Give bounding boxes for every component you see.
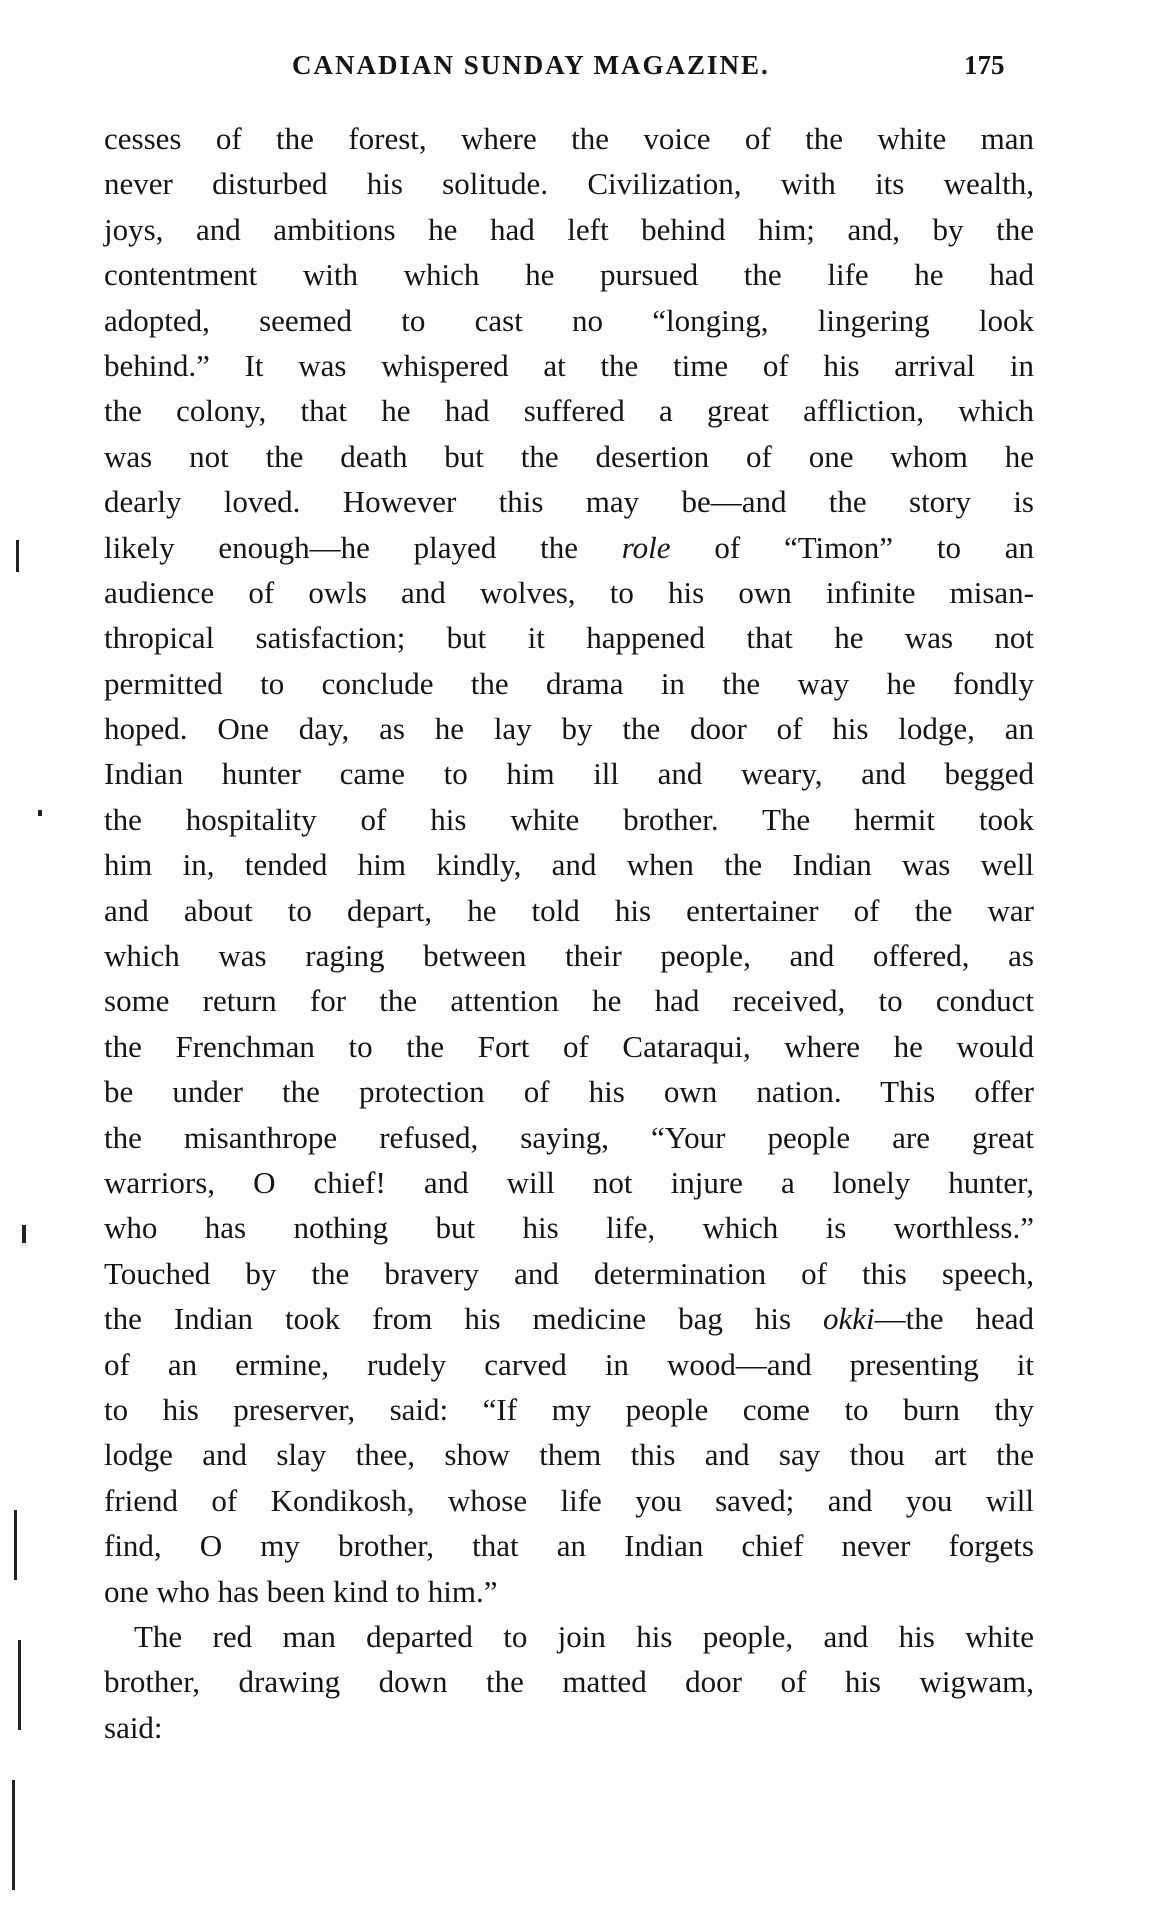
text-line: audience of owls and wolves, to his own infinite misan- [104,574,1034,610]
text-line: adopted, seemed to cast no “longing, lingering look [104,302,1034,338]
text-line: never disturbed his solitude. Civilization, with its wealth, [104,166,1034,202]
text-line: joys, and ambitions he had left behind him; and, by the [104,211,1034,247]
paragraph-2 [104,1614,1034,1750]
text-line: find, O my brother, that an Indian chief never forgets [104,1528,1034,1564]
text-line: cesses of the forest, where the voice of the white man [104,121,1034,156]
text-line: and about to depart, he told his entertainer of the war [104,892,1034,928]
margin-speck [12,1780,15,1890]
text-line: to his preserver, said: “If my people come to burn thy [104,1391,1034,1427]
text-line: Touched by the bravery and determination of this speech, [104,1255,1034,1291]
margin-speck [16,540,19,572]
text-line: permitted to conclude the drama in the way he fondly [104,665,1034,701]
text-line: hoped. One day, as he lay by the door of his lodge, an [104,711,1034,747]
text-line: was not the death but the desertion of one whom he [104,438,1034,474]
margin-speck [18,1640,21,1730]
text-line: Indian hunter came to him ill and weary, and begged [104,756,1034,792]
text-line: the Frenchman to the Fort of Cataraqui, where he would [104,1028,1034,1064]
text-line: the hospitality of his white brother. The hermit took [104,801,1034,837]
text-line: The red man departed to join his people, and his white [134,1618,1034,1654]
running-head: CANADIAN SUNDAY MAGAZINE. [292,50,770,80]
text-line: friend of Kondikosh, whose life you saved; and you will [104,1482,1034,1518]
italic-word: role [621,529,671,565]
text-line: lodge and slay thee, show them this and say thou art the [104,1437,1034,1473]
text-line: behind.” It was whispered at the time of his arrival in [104,347,1034,383]
text-line: which was raging between their people, and offered, as [104,938,1034,974]
text-line: of an ermine, rudely carved in wood—and presenting it [104,1346,1034,1382]
text-line: warriors, O chief! and will not injure a lonely hunter, [104,1164,1034,1200]
text-line: him in, tended him kindly, and when the Indian was well [104,847,1034,883]
text-line: one who has been kind to him.” [104,1573,498,1609]
text-line: likely enough—he played the role of “Timon” to an [104,529,1034,565]
margin-speck [22,1225,26,1243]
text-line: some return for the attention he had received, to conduct [104,983,1034,1019]
margin-speck [38,810,42,816]
text-line: thropical satisfaction; but it happened that he was not [104,620,1034,656]
text-line: said: [104,1709,163,1745]
body-text [104,116,1034,1750]
margin-speck [14,1510,17,1580]
text-line: contentment with which he pursued the life he had [104,257,1034,293]
page-number: 175 [964,50,1005,80]
text-line: be under the protection of his own nation. This offer [104,1074,1034,1110]
text-line: the colony, that he had suffered a great affliction, which [104,393,1034,429]
text-line: the Indian took from his medicine bag his okki—the head [104,1301,1035,1337]
text-line: who has nothing but his life, which is worthless.” [104,1210,1034,1246]
text-line: dearly loved. However this may be—and the story is [104,484,1034,520]
italic-word: okki [823,1301,875,1337]
text-line: brother, drawing down the matted door of his wigwam, [104,1664,1034,1700]
paragraph-1 [104,116,1034,1614]
page-header [0,50,1158,90]
text-line: the misanthrope refused, saying, “Your people are great [104,1119,1034,1155]
